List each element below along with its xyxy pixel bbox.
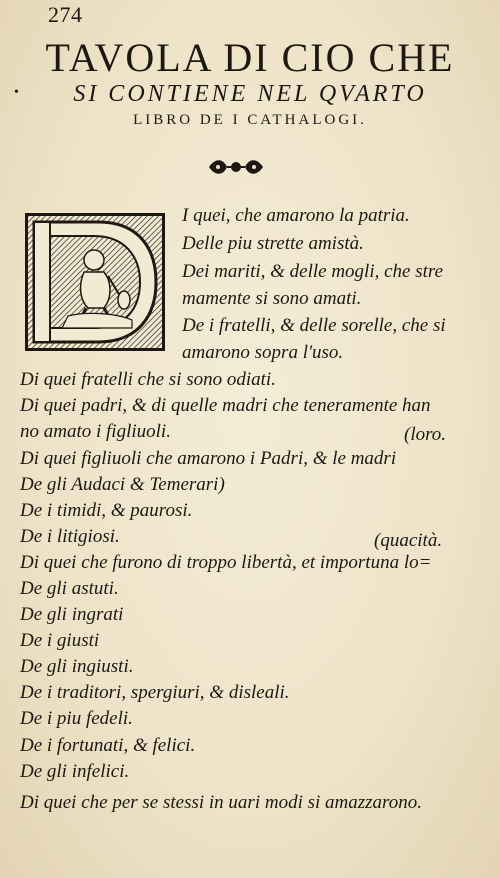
page-title: TAVOLA DI CIO CHE xyxy=(45,35,455,80)
entry-line: De i piu fedeli. xyxy=(20,708,133,729)
page-subtitle-small: LIBRO DE I CATHALOGI. xyxy=(133,112,367,128)
entry-line: De i traditori, spergiuri, & disleali. xyxy=(20,682,290,703)
page-subtitle: SI CONTIENE NEL QVARTO xyxy=(73,81,427,107)
entry-line: no amato i figliuoli. xyxy=(20,421,171,442)
entry-line: De gli infelici. xyxy=(20,761,130,782)
entry-line: Di quei che furono di troppo libertà, et importuna lo= xyxy=(20,552,432,573)
page-number: 274 xyxy=(48,2,83,27)
entry-line: amarono sopra l'uso. xyxy=(182,342,344,363)
entry-line: De i timidi, & paurosi. xyxy=(20,500,193,521)
entry-line: Dei mariti, & delle mogli, che stre xyxy=(182,261,444,282)
entry-line: Di quei fratelli che si sono odiati. xyxy=(20,369,276,390)
entry-line: De gli Audaci & Temerari) xyxy=(20,474,225,495)
fleuron-ornament-icon xyxy=(205,156,267,178)
entry-line: Di quei che per se stessi in uari modi si amazzarono. xyxy=(20,792,422,813)
entry-line: De i fortunati, & felici. xyxy=(20,735,196,756)
entry-line: De gli ingiusti. xyxy=(20,656,134,677)
decorated-initial-icon xyxy=(28,216,162,348)
entry-line: I quei, che amarono la patria. xyxy=(182,205,410,226)
entry-line: De i fratelli, & delle sorelle, che si xyxy=(182,315,446,336)
entry-line: mamente si sono amati. xyxy=(182,288,362,309)
carryover-loro: (loro. xyxy=(404,424,447,445)
decorated-initial xyxy=(25,213,165,351)
entry-line: Di quei padri, & di quelle madri che teneramente han xyxy=(20,395,431,416)
entry-line: Delle piu strette amistà. xyxy=(182,233,364,254)
entry-line: De i litigiosi. xyxy=(20,526,120,547)
entry-line: De gli astuti. xyxy=(20,578,119,599)
carryover-quacita: (quacità. xyxy=(374,530,443,551)
entry-line: Di quei figliuoli che amarono i Padri, & le madri xyxy=(20,448,397,469)
entry-line: De i giusti xyxy=(20,630,100,651)
margin-dot: • xyxy=(14,85,19,100)
entry-line: De gli ingrati xyxy=(20,604,124,625)
